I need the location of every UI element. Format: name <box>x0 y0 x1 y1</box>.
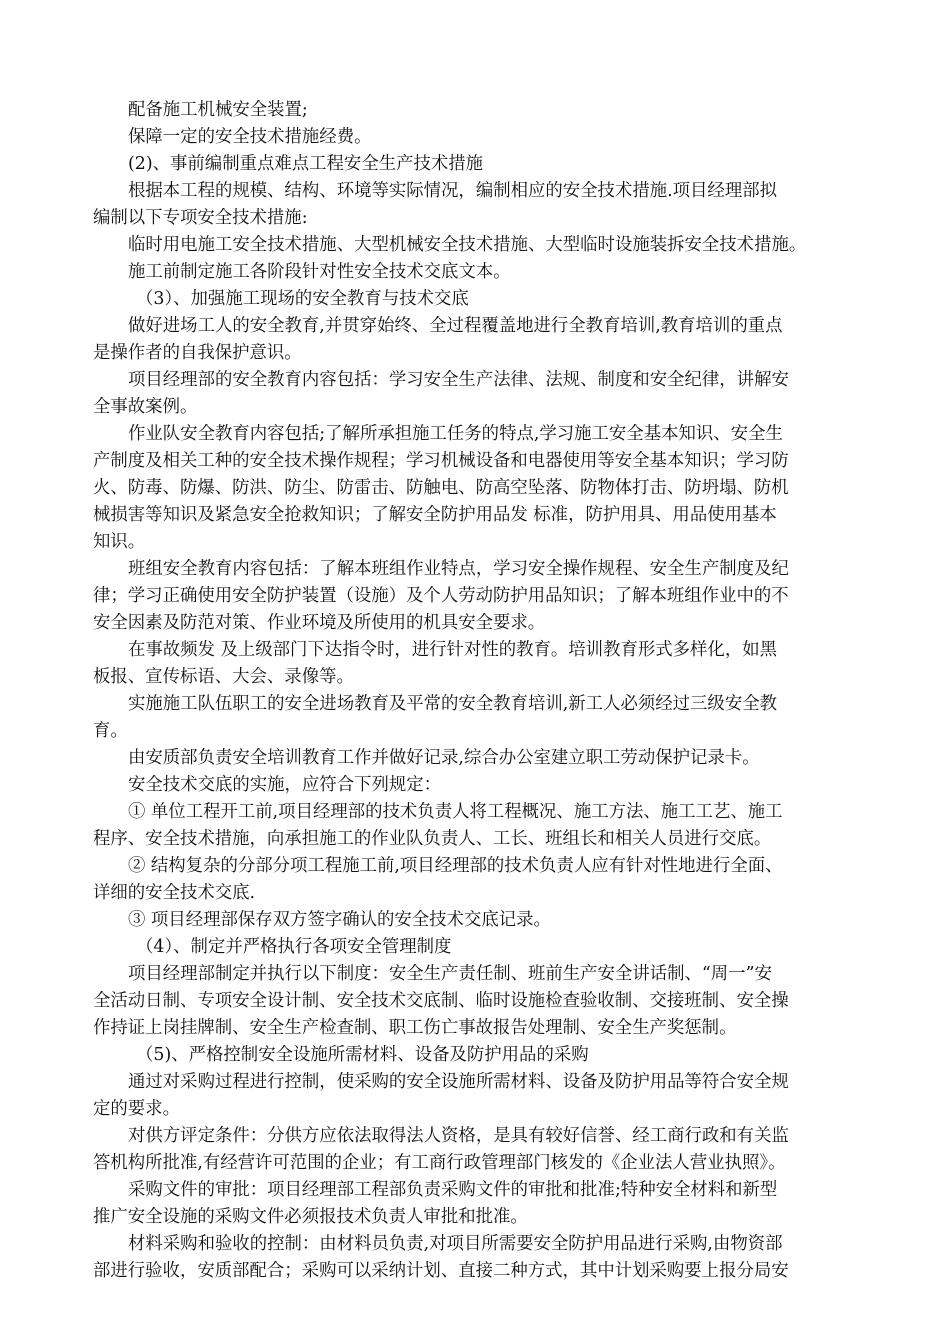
text-line: 作持证上岗挂牌制、安全生产检查制、职工伤亡事故报告处理制、安全生产奖惩制。 <box>93 1018 737 1038</box>
text-line: 根据本工程的规模、结构、环境等实际情况，编制相应的安全技术措施.项目经理部拟 <box>128 181 777 201</box>
text-line: ③ 项目经理部保存双方签字确认的安全技术交底记录。 <box>128 910 551 930</box>
text-line: 对供方评定条件：分供方应依法取得法人资格，是具有较好信誉、经工商行政和有关监 <box>128 1126 789 1146</box>
text-line: 火、防毒、防爆、防洪、防尘、防雷击、防触电、防高空坠落、防物体打击、防坍塌、防机 <box>93 478 789 498</box>
text-line: 知识。 <box>93 532 146 552</box>
text-line: 临时用电施工安全技术措施、大型机械安全技术措施、大型临时设施装拆安全技术措施。 <box>128 235 807 255</box>
text-line: 施工前制定施工各阶段针对性安全技术交底文本。 <box>128 262 511 282</box>
text-line: 育。 <box>93 721 128 741</box>
section-heading: （3）、加强施工现场的安全教育与技术交底 <box>136 289 469 309</box>
text-line: 安全技术交底的实施，应符合下列规定： <box>128 775 442 795</box>
text-line: 实施施工队伍职工的安全进场教育及平常的安全教育培训,新工人必须经过三级安全教 <box>128 694 777 714</box>
text-line: 采购文件的审批：项目经理部工程部负责采购文件的审批和批准;特种安全材料和新型 <box>128 1180 778 1200</box>
text-line: 答机构所批准,有经营许可范围的企业；有工商行政管理部门核发的《企业法人营业执照》。 <box>93 1153 786 1173</box>
text-line: 详细的安全技术交底. <box>93 883 256 903</box>
text-line: 是操作者的自我保护意识。 <box>93 343 302 363</box>
text-line: 作业队安全教育内容包括;了解所承担施工任务的特点,学习施工安全基本知识、安全生 <box>128 424 783 444</box>
text-line: 项目经理部制定并执行以下制度：安全生产责任制、班前生产安全讲话制、“周一”安 <box>128 964 772 984</box>
text-line: 推广安全设施的采购文件必须报技术负责人审批和批准。 <box>93 1207 528 1227</box>
text-line: 程序、安全技术措施，向承担施工的作业队负责人、工长、班组长和相关人员进行交底。 <box>93 829 772 849</box>
text-line: 律；学习正确使用安全防护装置（设施）及个人劳动防护用品知识；了解本班组作业中的不 <box>93 586 789 606</box>
text-line: 班组安全教育内容包括：了解本班组作业特点，学习安全操作规程、安全生产制度及纪 <box>128 559 789 579</box>
text-line: 安全因素及防范对策、作业环境及所使用的机具安全要求。 <box>93 613 546 633</box>
text-line: 在事故频发 及上级部门下达指令时，进行针对性的教育。培训教育形式多样化，如黑 <box>128 640 777 660</box>
text-line: 保障一定的安全技术措施经费。 <box>128 127 372 147</box>
text-line: 全事故案例。 <box>93 397 198 417</box>
document-body <box>93 97 865 1285</box>
section-heading: （5)、严格控制安全设施所需材料、设备及防护用品的采购 <box>136 1045 589 1065</box>
text-line: 通过对采购过程进行控制，使采购的安全设施所需材料、设备及防护用品等符合安全规 <box>128 1072 789 1092</box>
text-line: ① 单位工程开工前,项目经理部的技术负责人将工程概况、施工方法、施工工艺、施工 <box>128 802 783 822</box>
text-line: 产制度及相关工种的安全技术操作规程；学习机械设备和电器使用等安全基本知识；学习防 <box>93 451 789 471</box>
section-heading: (2)、事前编制重点难点工程安全生产技术措施 <box>128 154 484 174</box>
text-line: 由安质部负责安全培训教育工作并做好记录,综合办公室建立职工劳动保护记录卡。 <box>128 748 760 768</box>
text-line: 做好进场工人的安全教育,并贯穿始终、全过程覆盖地进行全教育培训,教育培训的重点 <box>128 316 783 336</box>
text-line: 械损害等知识及紧急安全抢救知识；了解安全防护用品发 标准，防护用具、用品使用基本 <box>93 505 777 525</box>
section-heading: （4）、制定并严格执行各项安全管理制度 <box>136 937 452 957</box>
text-line: 定的要求。 <box>93 1099 180 1119</box>
text-line: 编制以下专项安全技术措施: <box>93 208 308 228</box>
text-line: ② 结构复杂的分部分项工程施工前,项目经理部的技术负责人应有针对性地进行全面、 <box>128 856 783 876</box>
text-line: 板报、宣传标语、大会、录像等。 <box>93 667 354 687</box>
text-line: 全活动日制、专项安全设计制、安全技术交底制、临时设施检查验收制、交接班制、安全操 <box>93 991 789 1011</box>
text-line: 材料采购和验收的控制：由材料员负责,对项目所需要安全防护用品进行采购,由物资部 <box>128 1234 783 1254</box>
text-line: 部进行验收，安质部配合；采购可以采纳计划、直接二种方式，其中计划采购要上报分局安 <box>93 1261 789 1281</box>
text-line: 配备施工机械安全装置; <box>128 100 308 120</box>
text-line: 项目经理部的安全教育内容包括：学习安全生产法律、法规、制度和安全纪律，讲解安 <box>128 370 789 390</box>
